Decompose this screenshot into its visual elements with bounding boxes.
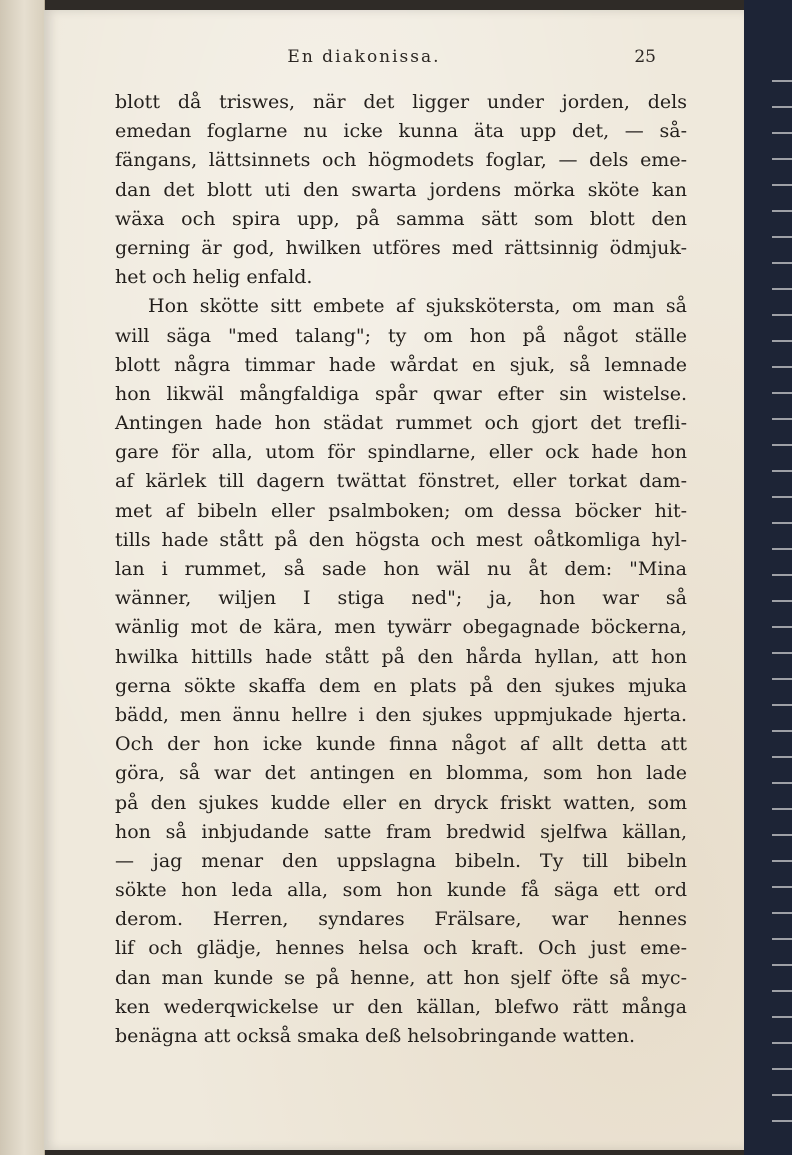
text-line: hwilka hittills hade stått på den hårda hyllan, att hon xyxy=(115,645,687,668)
text-line: will säga "med talang"; ty om hon på något ställe xyxy=(115,324,687,347)
facing-page-edge xyxy=(0,0,45,1155)
text-line: dan man kunde se på henne, att hon sjelf öfte så myc- xyxy=(115,966,687,989)
text-line: wänlig mot de kära, men tywärr obegagnade böckerna, xyxy=(115,616,687,639)
text-line: gerning är god, hwilken utföres med rättsinnig ödmjuk- xyxy=(115,236,687,259)
text-line: på den sjukes kudde eller en dryck friskt watten, som xyxy=(115,791,687,814)
text-line: blott då triswes, när det ligger under jorden, dels xyxy=(115,91,687,113)
paragraph-start-line: Hon skötte sitt embete af sjukskötersta, om man så xyxy=(148,295,687,318)
text-line: gare för alla, utom för spindlarne, eller ock hade hon xyxy=(115,441,687,464)
text-line: fängans, lättsinnets och högmodets foglar, — dels eme- xyxy=(115,149,687,172)
text-line: af kärlek till dagern twättat fönstret, eller torkat dam- xyxy=(115,470,687,493)
text-line: met af bibeln eller psalmboken; om dessa böcker hit- xyxy=(115,499,687,522)
page-number: 25 xyxy=(634,47,656,67)
text-line: lif och glädje, hennes helsa och kraft. Och just eme- xyxy=(115,937,687,960)
text-line: lan i rummet, så sade hon wäl nu åt dem: "Mina xyxy=(115,558,687,580)
text-line: dan det blott uti den swarta jordens mörka sköte kan xyxy=(115,178,687,201)
cover-binding-pattern xyxy=(772,80,792,1140)
text-line: sökte hon leda alla, som hon kunde få säga ett ord xyxy=(115,879,687,902)
text-line: hon så inbjudande satte fram bredwid sjelfwa källan, xyxy=(115,820,687,843)
text-line: blott några timmar hade wårdat en sjuk, så lemnade xyxy=(115,353,687,376)
text-line: tills hade stått på den högsta och mest oåtkomliga hyl- xyxy=(115,528,687,551)
text-line: wänner, wiljen I stiga ned"; ja, hon war så xyxy=(115,587,687,610)
text-line: — jag menar den uppslagna bibeln. Ty till bibeln xyxy=(115,849,687,872)
text-line: gerna sökte skaffa dem en plats på den sjukes mjuka xyxy=(115,674,687,697)
text-line: bädd, men ännu hellre i den sjukes uppmjukade hjerta. xyxy=(115,703,687,726)
text-line: wäxa och spira upp, på samma sätt som blott den xyxy=(115,207,687,230)
text-line: derom. Herren, syndares Frälsare, war hennes xyxy=(115,908,687,931)
text-line: het och helig enfald. xyxy=(115,266,313,289)
text-line: Antingen hade hon städat rummet och gjort det trefli- xyxy=(115,412,687,435)
text-line: Och der hon icke kunde finna något af allt detta att xyxy=(115,733,687,756)
running-title: En diakonissa. xyxy=(287,47,441,67)
text-line: benägna att också smaka deß helsobringande watten. xyxy=(115,1025,636,1047)
book-page xyxy=(44,10,744,1150)
text-line: hon likwäl mångfaldiga spår qwar efter sin wistelse. xyxy=(115,382,687,405)
text-line: göra, så war det antingen en blomma, som hon lade xyxy=(115,762,687,785)
text-line: ken wederqwickelse ur den källan, blefwo rätt många xyxy=(115,995,687,1018)
body-text xyxy=(115,88,687,1051)
text-line: emedan foglarne nu icke kunna äta upp det, — så- xyxy=(115,120,687,143)
